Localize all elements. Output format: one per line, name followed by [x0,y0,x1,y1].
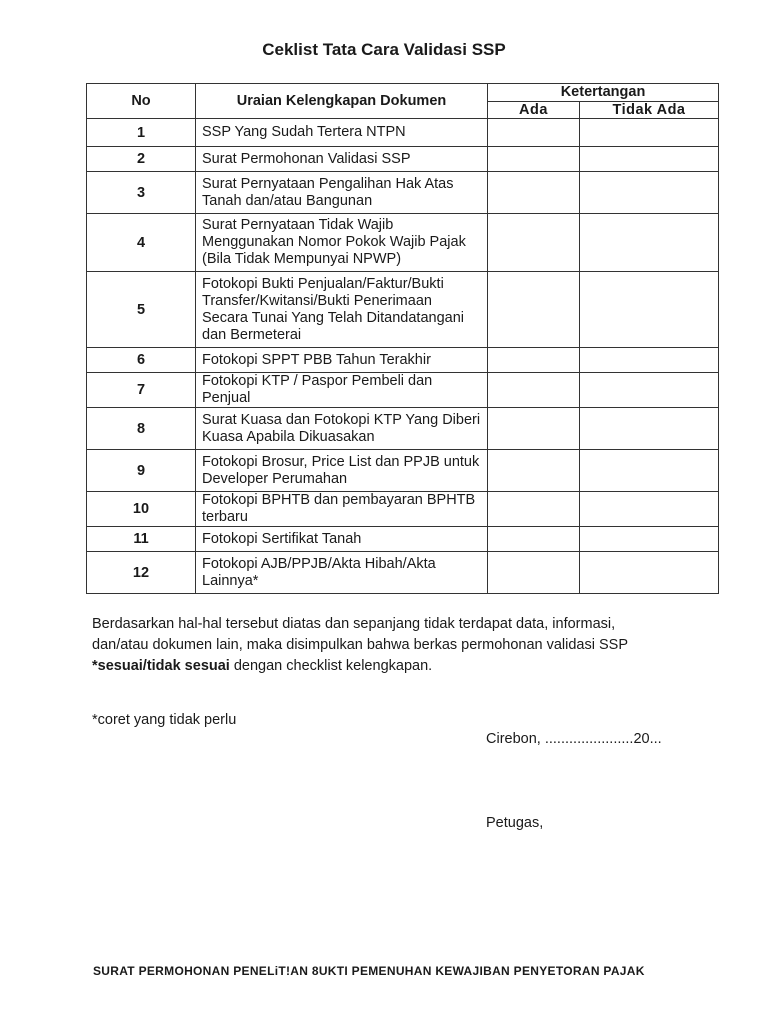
header-remarks: Ketertangan [488,84,719,102]
conclusion-line-2: dan/atau dokumen lain, maka disimpulkan bahwa berkas permohonan validasi SSP [92,637,629,653]
conclusion-line-1: Berdasarkan hal-hal tersebut diatas dan sepanjang tidak terdapat data, informasi, [92,616,616,632]
table-row [87,527,719,552]
absent-check-cell [580,172,719,214]
absent-check-cell [580,373,719,408]
table-row [87,552,719,594]
table-row [87,172,719,214]
header-no: No [87,84,196,119]
present-check-cell [488,348,580,373]
present-check-cell [488,172,580,214]
present-check-cell [488,272,580,348]
present-check-cell [488,373,580,408]
conclusion-line-3: dengan checklist kelengkapan. [229,658,433,674]
row-description: SSP Yang Sudah Tertera NTPN [196,119,488,147]
absent-check-cell [580,450,719,492]
present-check-cell [488,408,580,450]
row-number: 11 [87,527,196,552]
officer-label: Petugas, [486,815,544,831]
checklist-table [86,83,719,594]
absent-check-cell [580,492,719,527]
row-description: Fotokopi Brosur, Price List dan PPJB untuk Developer Perumahan [196,450,488,492]
present-check-cell [488,552,580,594]
header-present: Ada [488,101,580,119]
row-description: Fotokopi BPHTB dan pembayaran BPHTB terbaru [196,492,488,527]
document-footer: SURAT PERMOHONAN PENELiT!AN 8UKTI PEMENUHAN KEWAJIBAN PENYETORAN PAJAK [93,964,645,978]
table-row [87,450,719,492]
present-check-cell [488,450,580,492]
table-row [87,492,719,527]
present-check-cell [488,147,580,172]
conclusion-paragraph [92,614,712,677]
checklist-rows [87,119,719,594]
table-row [87,147,719,172]
absent-check-cell [580,552,719,594]
header-absent: Tidak Ada [580,101,719,119]
absent-check-cell [580,527,719,552]
absent-check-cell [580,348,719,373]
present-check-cell [488,214,580,272]
conclusion-emphasis: *sesuai/tidak sesuai [92,658,230,674]
row-number: 3 [87,172,196,214]
row-number: 7 [87,373,196,408]
row-number: 6 [87,348,196,373]
absent-check-cell [580,408,719,450]
absent-check-cell [580,272,719,348]
present-check-cell [488,527,580,552]
row-description: Fotokopi Sertifikat Tanah [196,527,488,552]
row-number: 9 [87,450,196,492]
row-description: Surat Pernyataan Tidak Wajib Menggunakan Nomor Pokok Wajib Pajak (Bila Tidak Mempunyai NPWP) [196,214,488,272]
table-row [87,348,719,373]
row-description: Surat Kuasa dan Fotokopi KTP Yang Diberi Kuasa Apabila Dikuasakan [196,408,488,450]
table-row [87,119,719,147]
footnote: *coret yang tidak perlu [92,712,237,728]
page-title: Ceklist Tata Cara Validasi SSP [262,40,506,59]
row-description: Fotokopi Bukti Penjualan/Faktur/Bukti Transfer/Kwitansi/Bukti Penerimaan Secara Tunai Yang Telah Ditandatangani dan Bermeterai [196,272,488,348]
row-number: 4 [87,214,196,272]
table-row [87,214,719,272]
absent-check-cell [580,119,719,147]
row-number: 2 [87,147,196,172]
row-description: Fotokopi AJB/PPJB/Akta Hibah/Akta Lainnya* [196,552,488,594]
row-description: Fotokopi SPPT PBB Tahun Terakhir [196,348,488,373]
row-description: Surat Permohonan Validasi SSP [196,147,488,172]
place-date: Cirebon, ......................20... [486,731,662,747]
row-description: Surat Pernyataan Pengalihan Hak Atas Tanah dan/atau Bangunan [196,172,488,214]
present-check-cell [488,119,580,147]
row-number: 12 [87,552,196,594]
table-row [87,272,719,348]
row-number: 10 [87,492,196,527]
row-number: 1 [87,119,196,147]
row-description: Fotokopi KTP / Paspor Pembeli dan Penjual [196,373,488,408]
table-row [87,408,719,450]
table-row [87,373,719,408]
header-description: Uraian Kelengkapan Dokumen [196,84,488,119]
row-number: 8 [87,408,196,450]
absent-check-cell [580,214,719,272]
row-number: 5 [87,272,196,348]
present-check-cell [488,492,580,527]
absent-check-cell [580,147,719,172]
